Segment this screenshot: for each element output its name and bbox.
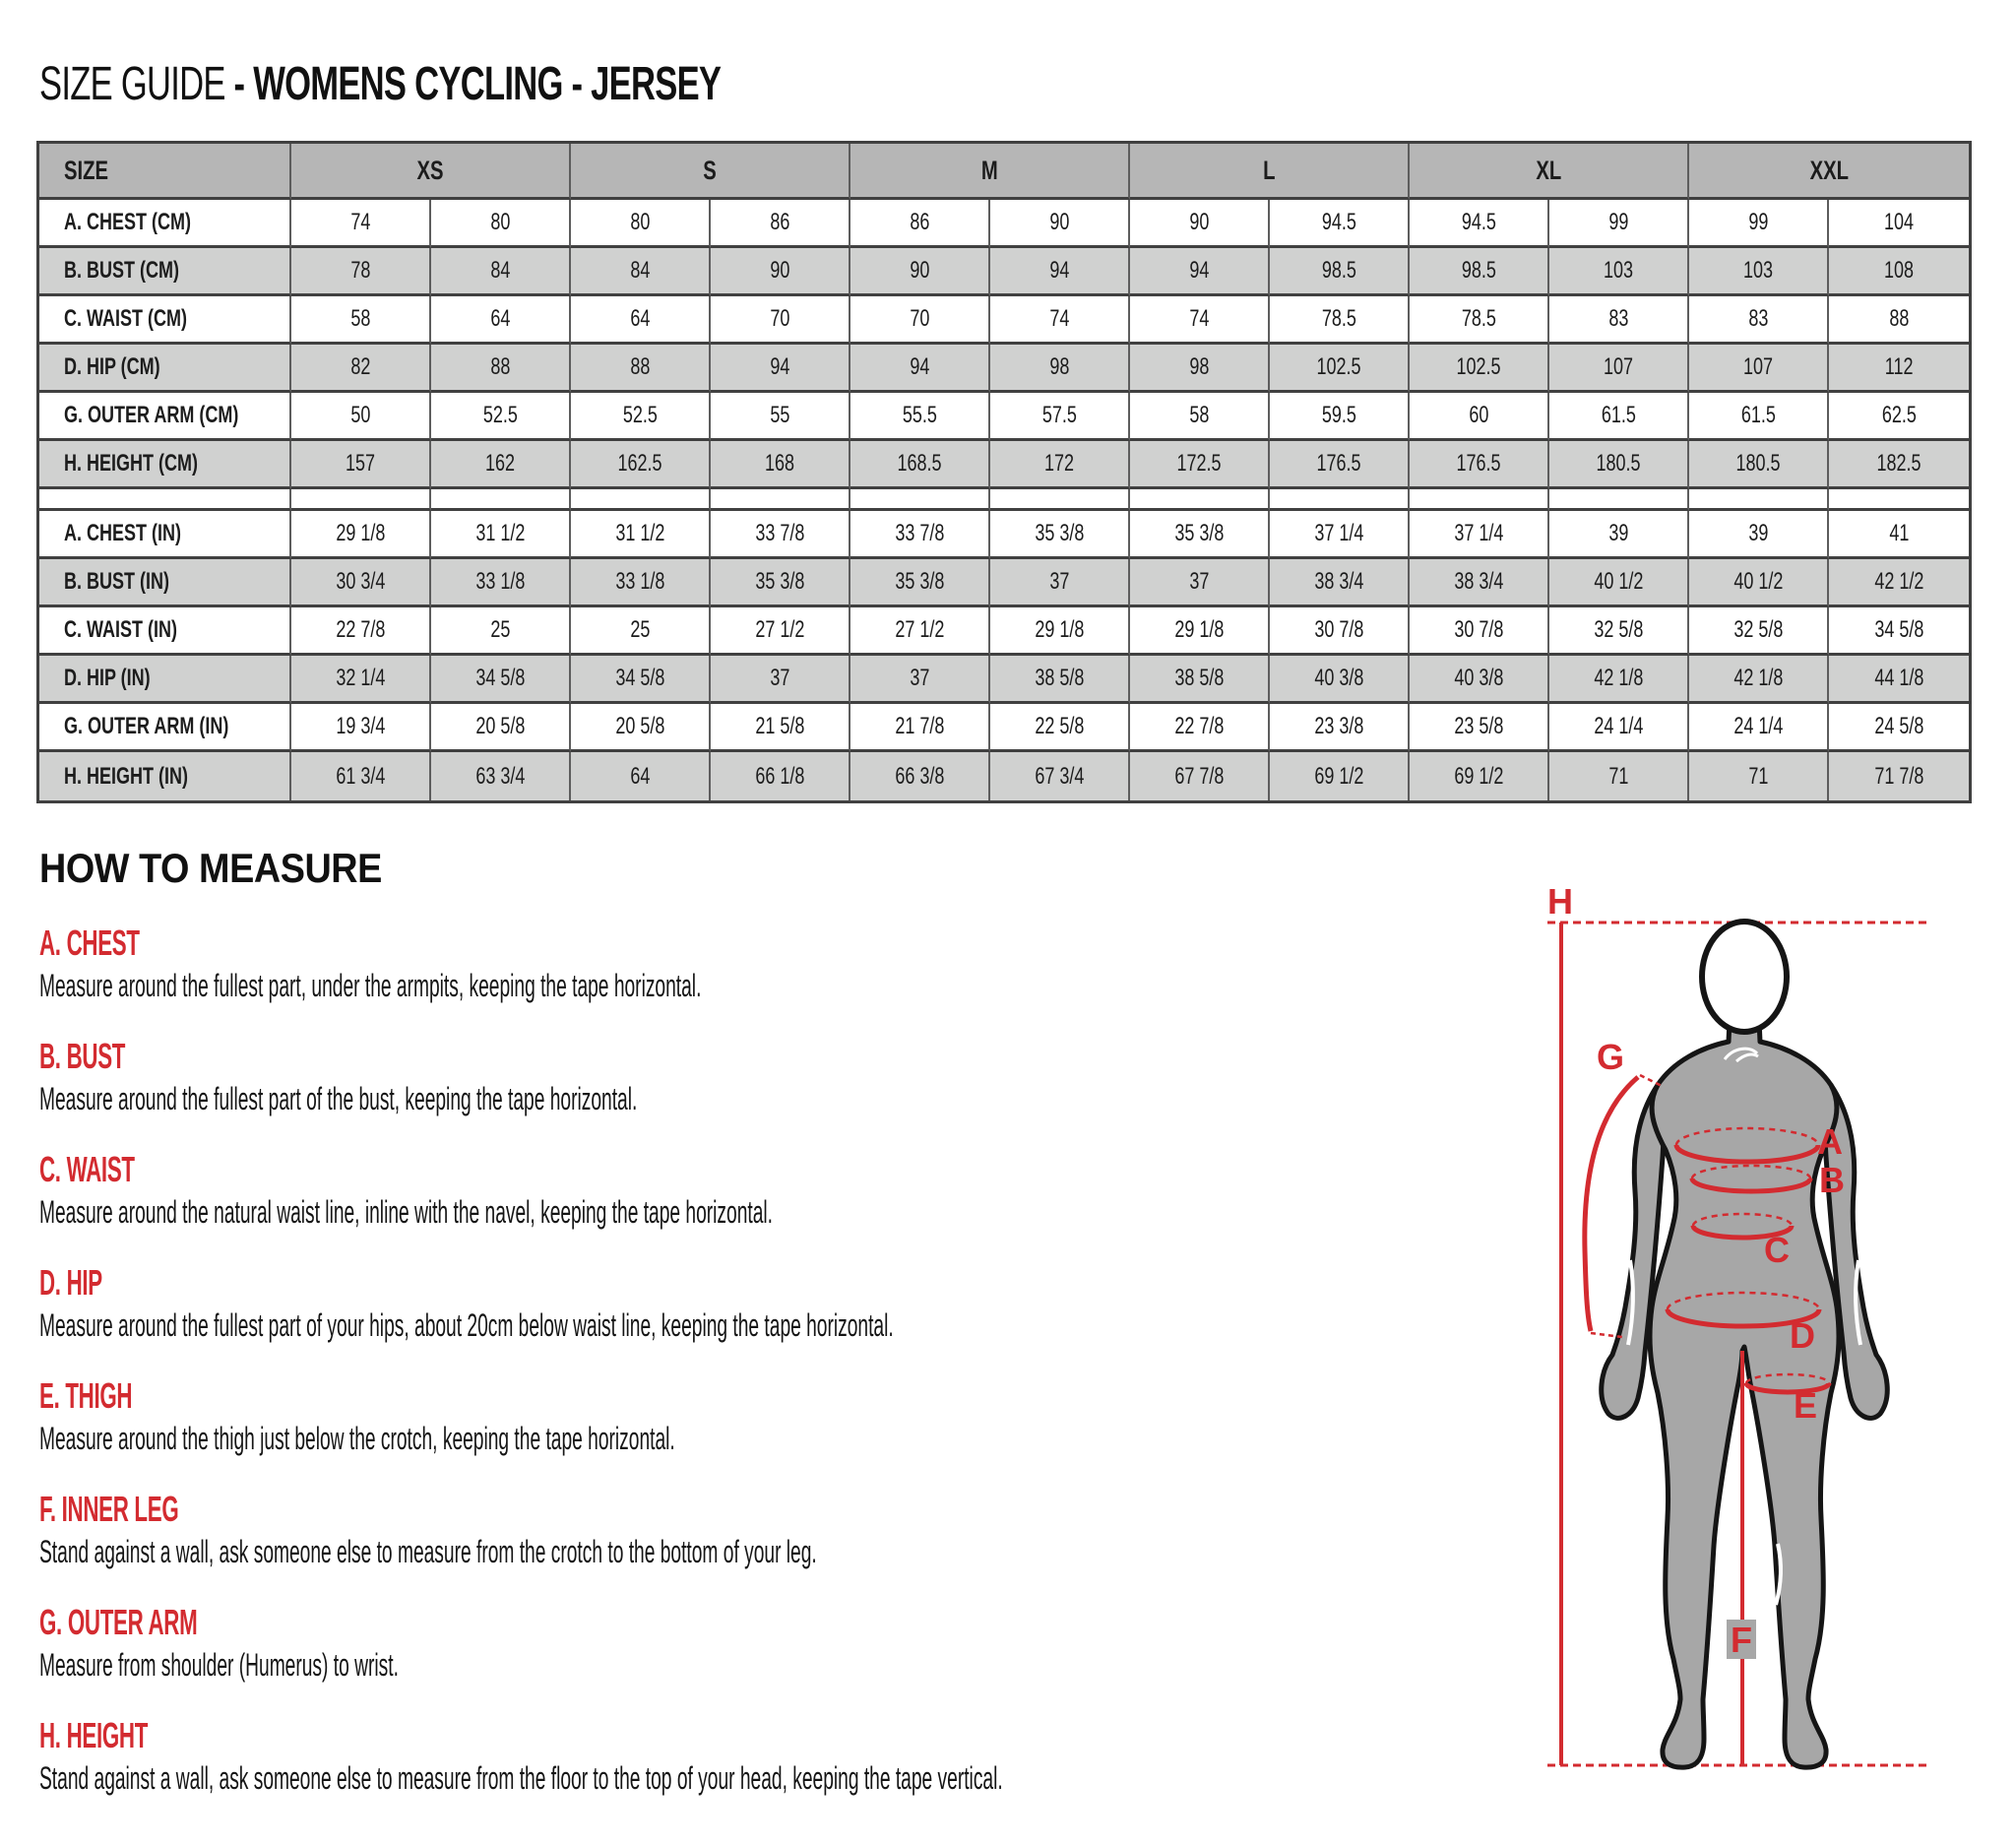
value-cell-g-outerarm-in-7: 22 7/8 — [1130, 704, 1270, 752]
value-cell-d-hip-cm-6: 98 — [990, 345, 1130, 393]
measure-section-h-height — [39, 1715, 1526, 1796]
value-cell-g-outerarm-cm-1: 50 — [291, 393, 431, 441]
diagram-label-thigh: E — [1794, 1385, 1818, 1426]
how-to-measure-heading: HOW TO MEASURE — [39, 845, 382, 891]
measure-section-g-outer-arm — [39, 1602, 1526, 1683]
measure-section-a-chest — [39, 925, 1526, 1003]
spacer-row-cell — [291, 489, 431, 511]
row-label-b-bust-cm: B. BUST (CM) — [39, 248, 291, 296]
value-cell-d-hip-in-2: 34 5/8 — [431, 656, 571, 704]
value-cell-a-chest-cm-11: 99 — [1689, 200, 1829, 248]
row-label-d-hip-in: D. HIP (IN) — [39, 656, 291, 704]
value-cell-d-hip-in-5: 37 — [850, 656, 990, 704]
value-cell-d-hip-in-4: 37 — [711, 656, 850, 704]
measure-heading-c-waist: C. WAIST — [39, 1149, 135, 1189]
figure-head — [1702, 922, 1787, 1032]
measure-heading-b-bust: B. BUST — [39, 1036, 126, 1076]
value-cell-c-waist-in-5: 27 1/2 — [850, 607, 990, 656]
value-cell-g-outerarm-in-8: 23 3/8 — [1270, 704, 1410, 752]
value-cell-d-hip-cm-12: 112 — [1829, 345, 1969, 393]
value-cell-h-height-cm-10: 180.5 — [1549, 441, 1689, 489]
value-cell-b-bust-cm-7: 94 — [1130, 248, 1270, 296]
diagram-label-chest: A — [1817, 1121, 1843, 1162]
measure-text-d-hip: Measure around the fullest part of your hips, about 20cm below waist line, keeping the tape horizontal. — [39, 1307, 894, 1343]
value-cell-d-hip-in-11: 42 1/8 — [1689, 656, 1829, 704]
page-title-prefix: SIZE GUIDE — [39, 58, 234, 110]
measure-heading-h-height: H. HEIGHT — [39, 1715, 149, 1755]
value-cell-d-hip-in-12: 44 1/8 — [1829, 656, 1969, 704]
value-cell-c-waist-cm-8: 78.5 — [1270, 296, 1410, 345]
value-cell-a-chest-in-3: 31 1/2 — [571, 511, 711, 559]
value-cell-h-height-in-3: 64 — [571, 752, 711, 800]
page-title-bold: - WOMENS CYCLING - JERSEY — [233, 58, 722, 110]
value-cell-h-height-cm-9: 176.5 — [1410, 441, 1549, 489]
value-cell-c-waist-in-1: 22 7/8 — [291, 607, 431, 656]
value-cell-b-bust-cm-5: 90 — [850, 248, 990, 296]
value-cell-a-chest-in-7: 35 3/8 — [1130, 511, 1270, 559]
value-cell-b-bust-cm-2: 84 — [431, 248, 571, 296]
row-label-d-hip-cm: D. HIP (CM) — [39, 345, 291, 393]
value-cell-g-outerarm-cm-2: 52.5 — [431, 393, 571, 441]
value-cell-d-hip-in-8: 40 3/8 — [1270, 656, 1410, 704]
size-header-l: L — [1130, 144, 1410, 200]
value-cell-a-chest-cm-9: 94.5 — [1410, 200, 1549, 248]
value-cell-c-waist-cm-9: 78.5 — [1410, 296, 1549, 345]
value-cell-c-waist-cm-12: 88 — [1829, 296, 1969, 345]
value-cell-g-outerarm-in-12: 24 5/8 — [1829, 704, 1969, 752]
value-cell-h-height-cm-3: 162.5 — [571, 441, 711, 489]
measure-section-c-waist — [39, 1149, 1526, 1230]
value-cell-b-bust-cm-3: 84 — [571, 248, 711, 296]
value-cell-a-chest-in-12: 41 — [1829, 511, 1969, 559]
value-cell-b-bust-cm-6: 94 — [990, 248, 1130, 296]
spacer-row-cell — [39, 489, 291, 511]
diagram-label-height: H — [1547, 881, 1573, 922]
spacer-row-cell — [571, 489, 711, 511]
value-cell-g-outerarm-in-1: 19 3/4 — [291, 704, 431, 752]
measure-section-e-thigh — [39, 1375, 1526, 1456]
value-cell-d-hip-cm-8: 102.5 — [1270, 345, 1410, 393]
value-cell-h-height-in-7: 67 7/8 — [1130, 752, 1270, 800]
value-cell-g-outerarm-in-9: 23 5/8 — [1410, 704, 1549, 752]
value-cell-g-outerarm-cm-5: 55.5 — [850, 393, 990, 441]
value-cell-a-chest-cm-2: 80 — [431, 200, 571, 248]
value-cell-c-waist-in-10: 32 5/8 — [1549, 607, 1689, 656]
value-cell-h-height-cm-8: 176.5 — [1270, 441, 1410, 489]
value-cell-a-chest-cm-8: 94.5 — [1270, 200, 1410, 248]
spacer-row-cell — [1549, 489, 1689, 511]
row-label-c-waist-cm: C. WAIST (CM) — [39, 296, 291, 345]
value-cell-h-height-in-2: 63 3/4 — [431, 752, 571, 800]
value-cell-d-hip-cm-1: 82 — [291, 345, 431, 393]
spacer-row-cell — [711, 489, 850, 511]
measure-text-c-waist: Measure around the natural waist line, inline with the navel, keeping the tape horizontal. — [39, 1194, 773, 1230]
row-label-g-outerarm-cm: G. OUTER ARM (CM) — [39, 393, 291, 441]
value-cell-h-height-in-6: 67 3/4 — [990, 752, 1130, 800]
value-cell-g-outerarm-in-11: 24 1/4 — [1689, 704, 1829, 752]
value-cell-h-height-cm-7: 172.5 — [1130, 441, 1270, 489]
value-cell-g-outerarm-in-6: 22 5/8 — [990, 704, 1130, 752]
spacer-row-cell — [1410, 489, 1549, 511]
row-label-h-height-in: H. HEIGHT (IN) — [39, 752, 291, 800]
value-cell-a-chest-in-10: 39 — [1549, 511, 1689, 559]
spacer-row-cell — [1829, 489, 1969, 511]
value-cell-b-bust-cm-12: 108 — [1829, 248, 1969, 296]
value-cell-h-height-cm-6: 172 — [990, 441, 1130, 489]
value-cell-g-outerarm-cm-8: 59.5 — [1270, 393, 1410, 441]
value-cell-g-outerarm-in-4: 21 5/8 — [711, 704, 850, 752]
measure-text-g-outer-arm: Measure from shoulder (Humerus) to wrist. — [39, 1647, 399, 1683]
row-label-h-height-cm: H. HEIGHT (CM) — [39, 441, 291, 489]
row-label-a-chest-in: A. CHEST (IN) — [39, 511, 291, 559]
size-column-header: SIZE — [39, 144, 291, 200]
value-cell-h-height-in-5: 66 3/8 — [850, 752, 990, 800]
value-cell-d-hip-cm-7: 98 — [1130, 345, 1270, 393]
value-cell-h-height-in-8: 69 1/2 — [1270, 752, 1410, 800]
measure-section-b-bust — [39, 1036, 1526, 1116]
value-cell-h-height-in-4: 66 1/8 — [711, 752, 850, 800]
value-cell-b-bust-cm-4: 90 — [711, 248, 850, 296]
value-cell-d-hip-cm-4: 94 — [711, 345, 850, 393]
value-cell-g-outerarm-in-5: 21 7/8 — [850, 704, 990, 752]
value-cell-h-height-cm-12: 182.5 — [1829, 441, 1969, 489]
value-cell-c-waist-in-7: 29 1/8 — [1130, 607, 1270, 656]
diagram-label-inner-leg: F — [1731, 1620, 1752, 1660]
spacer-row-cell — [1689, 489, 1829, 511]
value-cell-h-height-in-10: 71 — [1549, 752, 1689, 800]
value-cell-h-height-cm-1: 157 — [291, 441, 431, 489]
value-cell-c-waist-cm-11: 83 — [1689, 296, 1829, 345]
value-cell-a-chest-in-4: 33 7/8 — [711, 511, 850, 559]
value-cell-a-chest-cm-4: 86 — [711, 200, 850, 248]
value-cell-a-chest-in-11: 39 — [1689, 511, 1829, 559]
value-cell-b-bust-in-11: 40 1/2 — [1689, 559, 1829, 607]
value-cell-d-hip-cm-5: 94 — [850, 345, 990, 393]
page-title — [39, 57, 985, 111]
value-cell-g-outerarm-in-3: 20 5/8 — [571, 704, 711, 752]
row-label-g-outerarm-in: G. OUTER ARM (IN) — [39, 704, 291, 752]
value-cell-d-hip-cm-3: 88 — [571, 345, 711, 393]
size-header-m: M — [850, 144, 1130, 200]
value-cell-d-hip-cm-9: 102.5 — [1410, 345, 1549, 393]
value-cell-b-bust-in-10: 40 1/2 — [1549, 559, 1689, 607]
row-label-a-chest-cm: A. CHEST (CM) — [39, 200, 291, 248]
value-cell-a-chest-cm-10: 99 — [1549, 200, 1689, 248]
value-cell-a-chest-cm-7: 90 — [1130, 200, 1270, 248]
measure-heading-g-outer-arm: G. OUTER ARM — [39, 1602, 198, 1642]
value-cell-g-outerarm-cm-12: 62.5 — [1829, 393, 1969, 441]
value-cell-a-chest-cm-1: 74 — [291, 200, 431, 248]
value-cell-a-chest-in-8: 37 1/4 — [1270, 511, 1410, 559]
measure-heading-d-hip: D. HIP — [39, 1262, 102, 1303]
measure-section-f-inner-leg — [39, 1489, 1526, 1569]
value-cell-b-bust-in-9: 38 3/4 — [1410, 559, 1549, 607]
measure-heading-a-chest: A. CHEST — [39, 923, 140, 963]
value-cell-c-waist-cm-7: 74 — [1130, 296, 1270, 345]
value-cell-a-chest-cm-12: 104 — [1829, 200, 1969, 248]
row-label-b-bust-in: B. BUST (IN) — [39, 559, 291, 607]
diagram-label-bust: B — [1819, 1160, 1845, 1200]
value-cell-c-waist-in-9: 30 7/8 — [1410, 607, 1549, 656]
value-cell-d-hip-in-3: 34 5/8 — [571, 656, 711, 704]
measure-text-a-chest: Measure around the fullest part, under the armpits, keeping the tape horizontal. — [39, 968, 702, 1003]
spacer-row-cell — [431, 489, 571, 511]
value-cell-c-waist-cm-4: 70 — [711, 296, 850, 345]
value-cell-c-waist-in-3: 25 — [571, 607, 711, 656]
value-cell-h-height-in-9: 69 1/2 — [1410, 752, 1549, 800]
value-cell-b-bust-in-7: 37 — [1130, 559, 1270, 607]
diagram-label-waist: C — [1764, 1230, 1790, 1270]
spacer-row-cell — [850, 489, 990, 511]
value-cell-g-outerarm-in-2: 20 5/8 — [431, 704, 571, 752]
measure-text-e-thigh: Measure around the thigh just below the crotch, keeping the tape horizontal. — [39, 1421, 675, 1456]
diagram-label-hip: D — [1790, 1315, 1815, 1356]
value-cell-g-outerarm-cm-10: 61.5 — [1549, 393, 1689, 441]
diagram-label-outer-arm: G — [1597, 1037, 1625, 1077]
spacer-row-cell — [1270, 489, 1410, 511]
size-header-xxl: XXL — [1689, 144, 1969, 200]
value-cell-c-waist-in-4: 27 1/2 — [711, 607, 850, 656]
value-cell-d-hip-in-6: 38 5/8 — [990, 656, 1130, 704]
value-cell-b-bust-in-4: 35 3/8 — [711, 559, 850, 607]
value-cell-b-bust-in-12: 42 1/2 — [1829, 559, 1969, 607]
row-label-c-waist-in: C. WAIST (IN) — [39, 607, 291, 656]
value-cell-g-outerarm-cm-9: 60 — [1410, 393, 1549, 441]
size-header-xl: XL — [1410, 144, 1689, 200]
value-cell-c-waist-in-12: 34 5/8 — [1829, 607, 1969, 656]
value-cell-h-height-cm-4: 168 — [711, 441, 850, 489]
size-header-xs: XS — [291, 144, 571, 200]
value-cell-a-chest-in-6: 35 3/8 — [990, 511, 1130, 559]
value-cell-a-chest-cm-6: 90 — [990, 200, 1130, 248]
value-cell-d-hip-cm-11: 107 — [1689, 345, 1829, 393]
value-cell-c-waist-cm-6: 74 — [990, 296, 1130, 345]
value-cell-c-waist-cm-2: 64 — [431, 296, 571, 345]
measure-heading-f-inner-leg: F. INNER LEG — [39, 1489, 179, 1529]
value-cell-b-bust-in-6: 37 — [990, 559, 1130, 607]
value-cell-d-hip-cm-10: 107 — [1549, 345, 1689, 393]
size-header-s: S — [571, 144, 850, 200]
value-cell-h-height-cm-5: 168.5 — [850, 441, 990, 489]
value-cell-a-chest-in-1: 29 1/8 — [291, 511, 431, 559]
value-cell-g-outerarm-cm-4: 55 — [711, 393, 850, 441]
value-cell-h-height-cm-2: 162 — [431, 441, 571, 489]
value-cell-h-height-in-11: 71 — [1689, 752, 1829, 800]
measurement-diagram — [1536, 866, 2016, 1846]
value-cell-c-waist-in-8: 30 7/8 — [1270, 607, 1410, 656]
value-cell-b-bust-in-2: 33 1/8 — [431, 559, 571, 607]
value-cell-c-waist-in-11: 32 5/8 — [1689, 607, 1829, 656]
value-cell-a-chest-in-5: 33 7/8 — [850, 511, 990, 559]
value-cell-g-outerarm-cm-11: 61.5 — [1689, 393, 1829, 441]
measure-section-d-hip — [39, 1262, 1526, 1343]
value-cell-c-waist-in-6: 29 1/8 — [990, 607, 1130, 656]
value-cell-h-height-in-1: 61 3/4 — [291, 752, 431, 800]
value-cell-a-chest-in-2: 31 1/2 — [431, 511, 571, 559]
value-cell-h-height-in-12: 71 7/8 — [1829, 752, 1969, 800]
value-cell-d-hip-in-9: 40 3/8 — [1410, 656, 1549, 704]
measure-text-b-bust: Measure around the fullest part of the bust, keeping the tape horizontal. — [39, 1081, 638, 1116]
spacer-row-cell — [990, 489, 1130, 511]
value-cell-b-bust-cm-10: 103 — [1549, 248, 1689, 296]
value-cell-c-waist-cm-10: 83 — [1549, 296, 1689, 345]
measure-text-h-height: Stand against a wall, ask someone else to measure from the floor to the top of your head, keeping the tape vertical. — [39, 1760, 1003, 1796]
value-cell-g-outerarm-cm-7: 58 — [1130, 393, 1270, 441]
value-cell-a-chest-cm-5: 86 — [850, 200, 990, 248]
value-cell-b-bust-in-8: 38 3/4 — [1270, 559, 1410, 607]
measure-heading-e-thigh: E. THIGH — [39, 1375, 133, 1416]
measure-text-f-inner-leg: Stand against a wall, ask someone else to measure from the crotch to the bottom of your leg. — [39, 1534, 817, 1569]
value-cell-b-bust-cm-1: 78 — [291, 248, 431, 296]
value-cell-b-bust-cm-11: 103 — [1689, 248, 1829, 296]
value-cell-c-waist-in-2: 25 — [431, 607, 571, 656]
value-cell-h-height-cm-11: 180.5 — [1689, 441, 1829, 489]
value-cell-b-bust-cm-8: 98.5 — [1270, 248, 1410, 296]
value-cell-b-bust-in-5: 35 3/8 — [850, 559, 990, 607]
spacer-row-cell — [1130, 489, 1270, 511]
value-cell-c-waist-cm-3: 64 — [571, 296, 711, 345]
value-cell-g-outerarm-cm-3: 52.5 — [571, 393, 711, 441]
value-cell-d-hip-in-10: 42 1/8 — [1549, 656, 1689, 704]
value-cell-b-bust-in-1: 30 3/4 — [291, 559, 431, 607]
value-cell-a-chest-in-9: 37 1/4 — [1410, 511, 1549, 559]
value-cell-a-chest-cm-3: 80 — [571, 200, 711, 248]
value-cell-b-bust-cm-9: 98.5 — [1410, 248, 1549, 296]
value-cell-g-outerarm-cm-6: 57.5 — [990, 393, 1130, 441]
value-cell-d-hip-in-1: 32 1/4 — [291, 656, 431, 704]
value-cell-d-hip-in-7: 38 5/8 — [1130, 656, 1270, 704]
value-cell-c-waist-cm-5: 70 — [850, 296, 990, 345]
value-cell-g-outerarm-in-10: 24 1/4 — [1549, 704, 1689, 752]
value-cell-b-bust-in-3: 33 1/8 — [571, 559, 711, 607]
value-cell-d-hip-cm-2: 88 — [431, 345, 571, 393]
size-chart-table — [36, 141, 1972, 803]
value-cell-c-waist-cm-1: 58 — [291, 296, 431, 345]
